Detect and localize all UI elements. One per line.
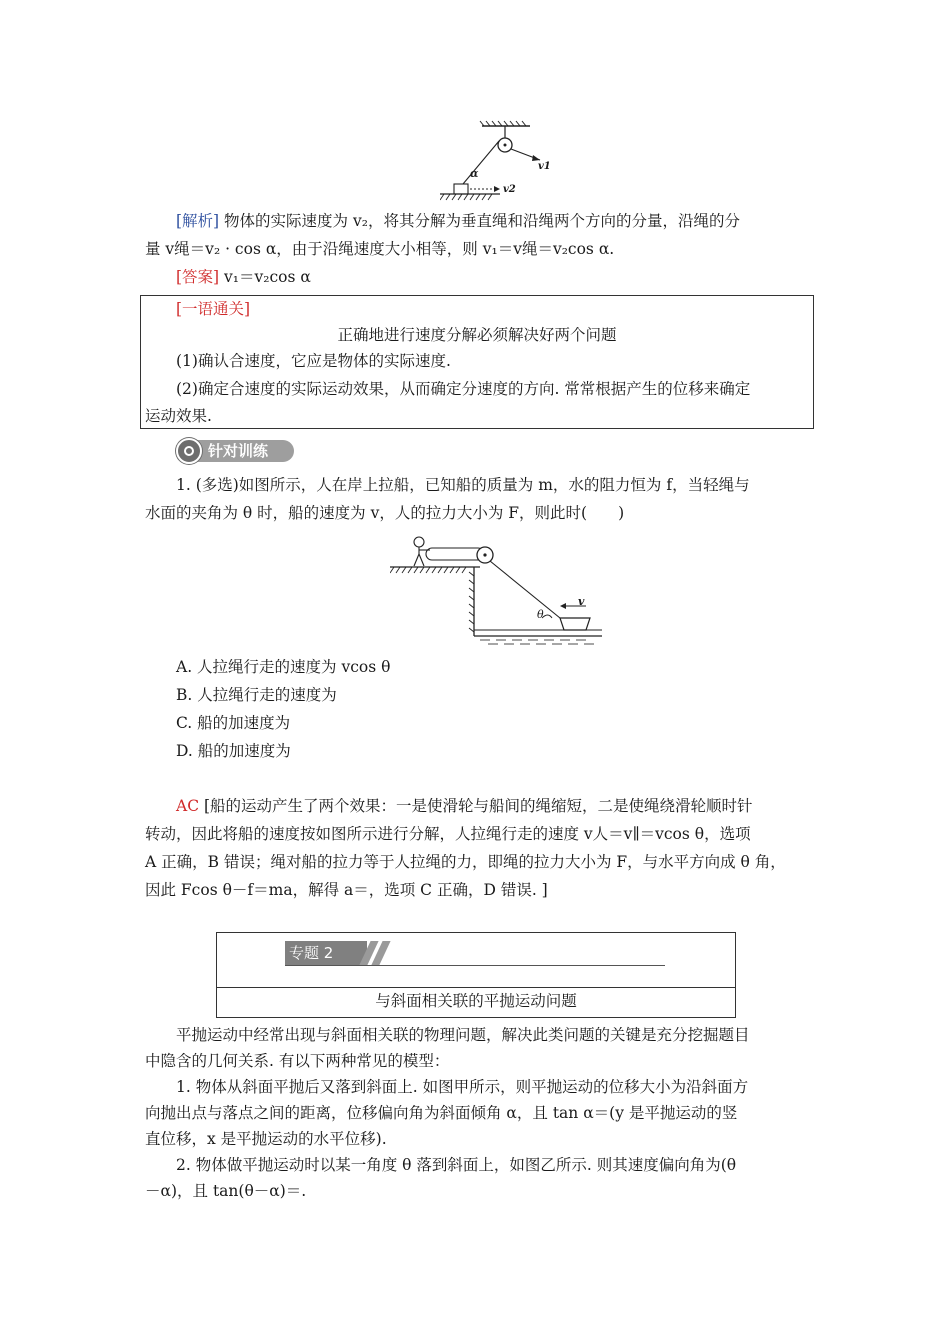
analysis-line-2: 量 v绳＝v₂ · cos α，由于沿绳速度大小相等，则 v₁＝v绳＝v₂cos α. bbox=[145, 240, 615, 258]
topic-underline bbox=[285, 965, 665, 966]
boat-pulling-figure bbox=[390, 532, 602, 650]
option-d: D. 船的加速度为 bbox=[176, 742, 291, 760]
option-b: B. 人拉绳行走的速度为 bbox=[176, 686, 337, 704]
training-badge-label: 针对训练 bbox=[208, 442, 269, 460]
body-p2-line-2: 向抛出点与落点之间的距离，位移偏向角为斜面倾角 α，且 tan α＝(y 是平抛运动的竖 bbox=[145, 1104, 738, 1122]
solution-line-2: 转动，因此将船的速度按如图所示进行分解，人拉绳行走的速度 v人＝v∥＝vcos θ，选项 bbox=[145, 825, 751, 843]
analysis-text-1: 物体的实际速度为 v₂，将其分解为垂直绳和沿绳两个方向的分量，沿绳的分 bbox=[224, 212, 740, 230]
solution-text-1: [船的运动产生了两个效果：一是使滑轮与船间的绳缩短，二是使绳绕滑轮顺时针 bbox=[204, 797, 753, 815]
analysis-tag: [解析] bbox=[176, 212, 220, 230]
body-p3-line-1: 2. 物体做平抛运动时以某一角度 θ 落到斜面上，如图乙所示. 则其速度偏向角为(θ bbox=[176, 1156, 737, 1174]
body-p2-line-1: 1. 物体从斜面平抛后又落到斜面上. 如图甲所示，则平抛运动的位移大小为沿斜面方 bbox=[176, 1078, 749, 1096]
question-line-1: 1. (多选)如图所示，人在岸上拉船，已知船的质量为 m，水的阻力恒为 f，当轻绳与 bbox=[176, 476, 750, 494]
tip-item-1: (1)确认合速度，它应是物体的实际速度. bbox=[176, 352, 451, 370]
topic-box-divider bbox=[217, 987, 735, 988]
answer-tag: [答案] bbox=[176, 268, 220, 286]
topic-box bbox=[216, 932, 736, 1018]
body-p2-line-3: 直位移，x 是平抛运动的水平位移). bbox=[145, 1130, 387, 1148]
figure2-v-label: v bbox=[578, 595, 585, 608]
tip-item-2-line-1: (2)确定合速度的实际运动效果，从而确定分速度的方向. 常常根据产生的位移来确定 bbox=[176, 380, 751, 398]
figure1-v2-label: v2 bbox=[503, 184, 516, 195]
topic-title: 与斜面相关联的平抛运动问题 bbox=[375, 992, 577, 1010]
topic-tag: 专题 2 bbox=[285, 941, 367, 965]
solution-line-1 bbox=[176, 795, 810, 817]
body-p3-line-2: －α)，且 tan(θ－α)＝. bbox=[145, 1182, 307, 1200]
figure1-v1-label: v1 bbox=[538, 161, 551, 172]
tip-title: 正确地进行速度分解必须解决好两个问题 bbox=[337, 326, 617, 344]
option-c: C. 船的加速度为 bbox=[176, 714, 291, 732]
body-p1-line-1: 平抛运动中经常出现与斜面相关联的物理问题，解决此类问题的关键是充分挖掘题目 bbox=[176, 1026, 750, 1044]
answer-text: v₁＝v₂cos α bbox=[224, 268, 311, 286]
solution-line-3: A 正确，B 错误；绳对船的拉力等于人拉绳的力，即绳的拉力大小为 F，与水平方向成 θ 角， bbox=[145, 853, 786, 871]
tip-tag: [一语通关] bbox=[176, 300, 251, 318]
training-badge bbox=[176, 438, 296, 464]
question-line-2: 水面的夹角为 θ 时，船的速度为 v，人的拉力大小为 F，则此时( ) bbox=[145, 504, 625, 522]
analysis-line-1 bbox=[176, 210, 810, 232]
option-a: A. 人拉绳行走的速度为 vcos θ bbox=[176, 658, 391, 676]
figure2-theta-label: θ bbox=[537, 608, 544, 621]
solution-answer: AC bbox=[176, 797, 200, 815]
body-p1-line-2: 中隐含的几何关系. 有以下两种常见的模型： bbox=[145, 1052, 450, 1070]
tip-item-2-line-2: 运动效果. bbox=[145, 407, 212, 425]
answer-line bbox=[176, 266, 810, 288]
figure1-alpha-label: α bbox=[470, 167, 479, 180]
solution-line-4: 因此 Fcos θ－f＝ma，解得 a＝，选项 C 正确，D 错误. ] bbox=[145, 881, 548, 899]
target-icon bbox=[176, 438, 202, 464]
